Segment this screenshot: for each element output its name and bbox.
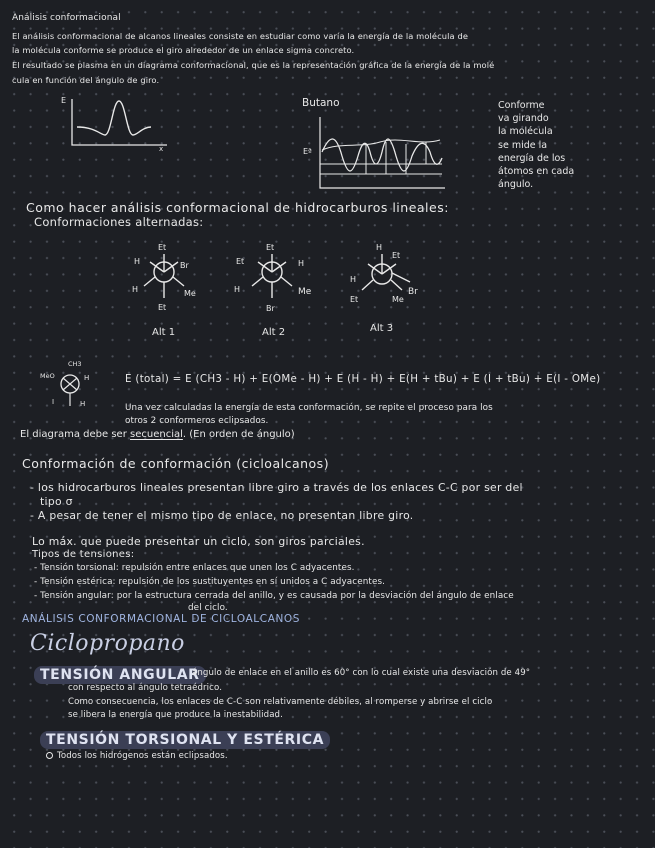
- cyclo-bullet-1b: tipo σ: [40, 495, 73, 508]
- eclipsed-bottom-left: I: [52, 398, 55, 406]
- alt2-top: Et: [266, 243, 275, 252]
- section-subtitle-staggered: Conformaciones alternadas:: [34, 215, 204, 229]
- side-note-line-4: se mide la: [498, 140, 548, 151]
- torsional-line-1-text: Todos los hidrógenos están eclipsados.: [57, 751, 228, 761]
- alt3-label: Alt 3: [370, 323, 394, 334]
- butane-energy-graph: [300, 112, 450, 192]
- alt1-bottom-left: H: [132, 285, 139, 294]
- alt2-right: H: [298, 259, 305, 268]
- newman-projection-alt-1: [120, 236, 210, 346]
- side-note-line-6: átomos en cada: [498, 166, 575, 177]
- side-note-line-1: Conforme: [498, 100, 545, 111]
- diagram-note-c: . (En orden de ángulo): [182, 429, 295, 440]
- alt3-right: Br: [408, 287, 418, 297]
- eclipsed-right: H: [84, 374, 90, 382]
- alt2-bottom-left: H: [234, 285, 241, 294]
- angular-line-4: se libera la energía que produce la inestabilidad.: [68, 710, 283, 720]
- intro-line-3: El resultado se plasma en un diagrama conformacional, que es la representación gráfica de la energía de la molé: [12, 60, 495, 70]
- diagram-note: [20, 429, 295, 440]
- butane-title: Butano: [302, 97, 340, 109]
- torsional-tension-banner: TENSIÓN TORSIONAL Y ESTÉRICA: [40, 731, 330, 749]
- cyclo-analysis-heading: ANÁLISIS CONFORMACIONAL DE CICLOALCANOS: [22, 613, 301, 625]
- eclipsed-note-1: Una vez calculadas la energía de esta conformación, se repite el proceso para los: [125, 403, 493, 413]
- energy-formula: E (total) = E (CH3 - H) + E(OMe - H) + E (H - H) + E(H + tBu) + E (I + tBu) + E(I - OMe): [125, 373, 601, 385]
- diagram-note-a: El diagrama debe ser: [20, 429, 127, 440]
- newman-projection-alt-2: [228, 236, 328, 346]
- section-title-hydrocarbons: Como hacer análisis conformacional de hidrocarburos lineales:: [26, 200, 449, 215]
- types-title: Tipos de tensiones:: [32, 549, 135, 560]
- eclipsed-note-2: otros 2 conformeros eclipsados.: [125, 416, 269, 426]
- torsional-line-1: [46, 752, 228, 761]
- side-note-line-7: ángulo.: [498, 179, 534, 190]
- cyclo-bullet-2: - A pesar de tener el mismo tipo de enlace, no presentan libre giro.: [30, 509, 414, 522]
- cyclo-max-line: Lo máx. que puede presentar un ciclo, son giros parciales.: [32, 535, 365, 548]
- alt1-bottom: Et: [158, 303, 167, 312]
- ciclopropano-title: Ciclopropano: [30, 631, 185, 656]
- alt2-label: Alt 2: [262, 327, 286, 338]
- eclipsed-bottom-right: H: [80, 400, 86, 408]
- alt3-bottom-left: Et: [350, 295, 359, 304]
- alt3-bottom-right: Me: [392, 295, 404, 304]
- intro-line-4: cula en función del ángulo de giro.: [12, 75, 160, 85]
- diagram-note-emph: secuencial: [130, 429, 183, 440]
- eclipsed-top: CH3: [68, 360, 82, 368]
- tension-type-2: - Tensión estérica: repulsión de los sustituyentes en sí unidos a C adyacentes.: [34, 577, 386, 587]
- page-title: Análisis conformacional: [12, 13, 121, 23]
- tension-type-1: - Tensión torsional: repulsión entre enlaces que unen los C adyacentes.: [34, 563, 355, 573]
- tension-type-3-cont: del ciclo.: [188, 603, 228, 613]
- angular-line-3: Como consecuencia, los enlaces de C-C son relativamente débiles, al romperse y abrirse el ciclo: [68, 697, 493, 707]
- alt2-bottom: Br: [266, 304, 275, 313]
- cyclo-bullet-1a: - los hidrocarburos lineales presentan libre giro a través de los enlaces C-C por ser del: [30, 481, 523, 494]
- tension-type-3: - Tensión angular: por la estructura cerrada del anillo, y es causada por la desviación del ángulo de enlace: [34, 591, 514, 601]
- alt1-label: Alt 1: [152, 327, 176, 338]
- side-note-line-5: energía de los: [498, 153, 566, 164]
- side-note-line-3: la molécula: [498, 126, 553, 137]
- intro-line-2: la molécula conforme se produce el giro alrededor de un enlace sigma concreto.: [12, 45, 355, 55]
- angular-line-2: con respecto al ángulo tetraédrico.: [68, 683, 223, 693]
- newman-projection-alt-3: [340, 236, 440, 346]
- intro-line-1: El análisis conformacional de alcanos lineales consiste en estudiar como varía la energía de la molécula de: [12, 31, 469, 41]
- alt3-top: H: [376, 243, 383, 252]
- alt2-left: Et: [236, 257, 245, 266]
- alt1-left: H: [134, 257, 141, 266]
- alt1-bottom-right: Me: [184, 289, 196, 298]
- alt1-right: Br: [180, 261, 189, 270]
- alt3-top-right: Et: [392, 251, 401, 260]
- cycloalkanes-heading: Conformación de conformación (cicloalcanos): [22, 456, 330, 471]
- side-note-line-2: va girando: [498, 113, 549, 124]
- eclipsed-left: MeO: [40, 372, 55, 380]
- angular-line-1: ángulo de enlace en el anillo es 60° con lo cual existe una desviación de 49°: [192, 668, 531, 678]
- alt2-bottom-right: Me: [298, 287, 312, 297]
- angular-tension-banner: TENSIÓN ANGULAR: [34, 666, 206, 684]
- graph-y-label: E: [61, 96, 67, 105]
- eclipsed-newman-projection: [38, 356, 108, 412]
- alt3-left: H: [350, 275, 357, 284]
- graph-x-label: x: [159, 145, 164, 153]
- bullet-circle-icon: [46, 752, 53, 759]
- alt1-top: Et: [158, 243, 167, 252]
- butane-axis-label: Eª: [303, 147, 312, 156]
- energy-sketch-graph: [55, 93, 175, 153]
